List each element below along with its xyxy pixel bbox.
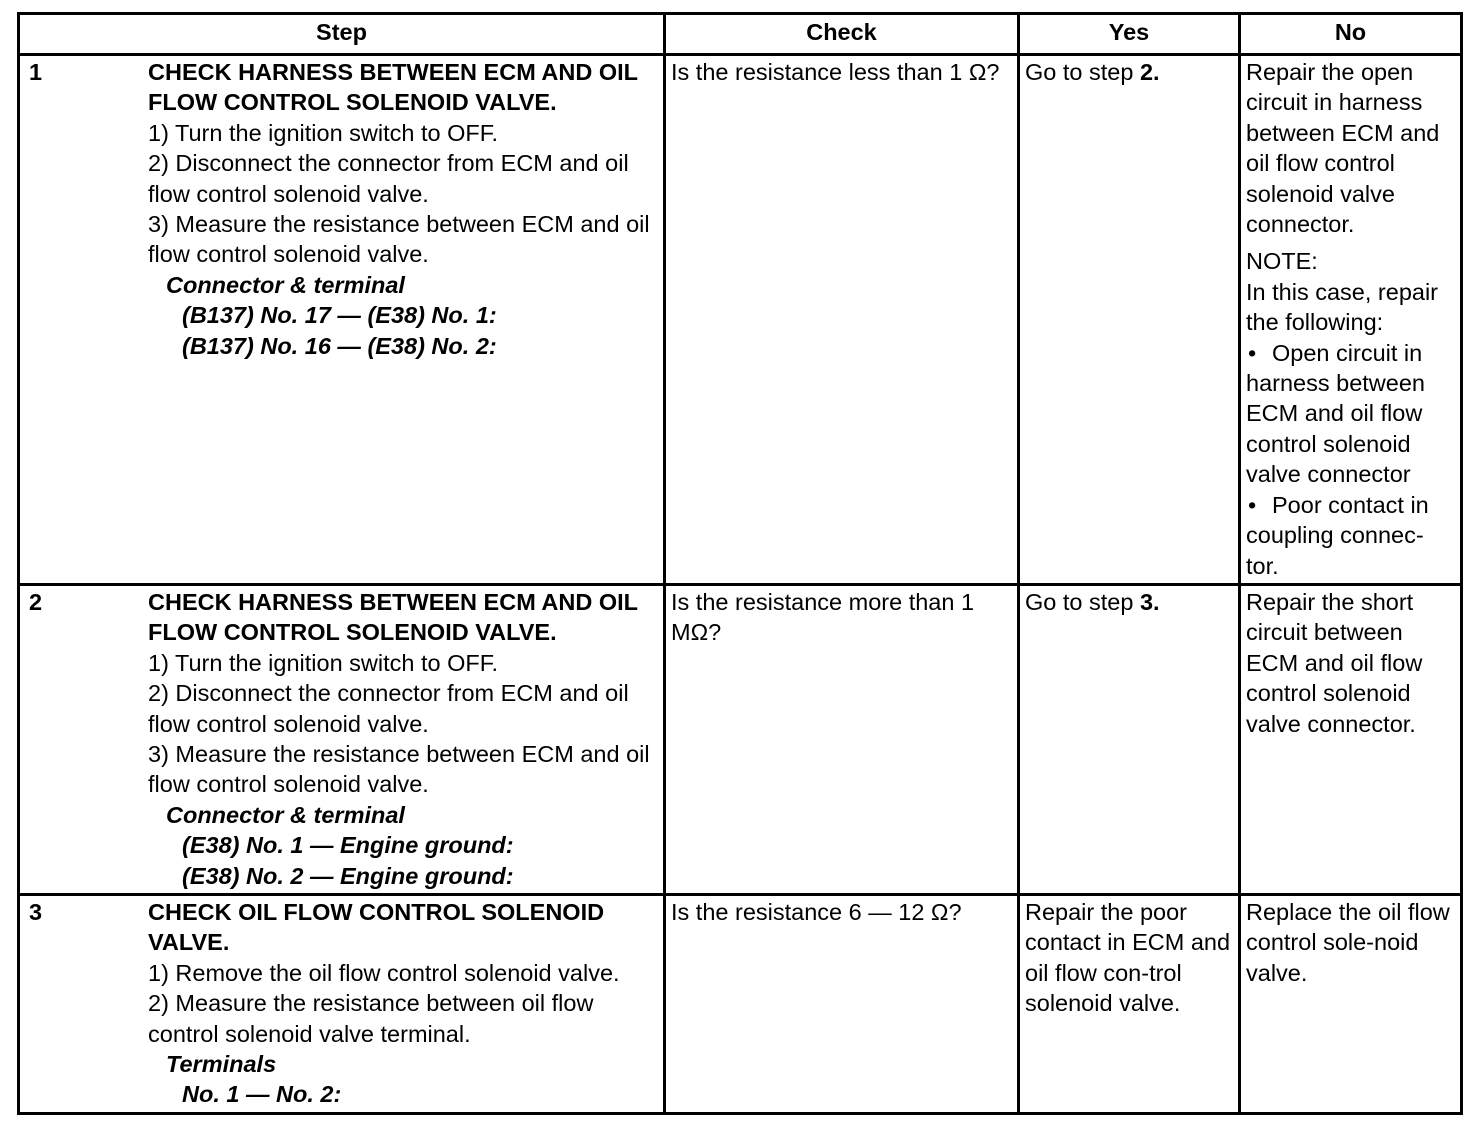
yes-step: 3. (1139, 588, 1160, 615)
spec-line: (E38) No. 2 — Engine ground: (182, 862, 514, 889)
no-text: Repair the open circuit in harness between ECM and oil flow control solenoid valve connector. (1246, 59, 1440, 238)
instruction: 2) Disconnect the connector from ECM and oil flow control solenoid valve. (148, 680, 629, 737)
spec-title: Terminals (166, 1051, 277, 1077)
check-cell: Is the resistance more than 1 MΩ? (665, 584, 1019, 894)
no-cell (1240, 584, 1462, 894)
step-cell (19, 894, 665, 1113)
no-cell (1240, 894, 1462, 1113)
step-number: 3 (29, 898, 43, 925)
step-body (148, 57, 659, 361)
header-row (19, 14, 1462, 55)
yes-cell (1019, 55, 1240, 585)
header-step: Step (19, 14, 665, 55)
step-title: CHECK HARNESS BETWEEN ECM AND OIL FLOW CONTROL SOLENOID VALVE. (148, 59, 638, 116)
table-row (19, 55, 1462, 585)
step-cell (19, 55, 665, 585)
instruction: 3) Measure the resistance between ECM and oil flow control solenoid valve. (148, 211, 650, 268)
diagnostic-table (17, 12, 1463, 1115)
step-cell (19, 584, 665, 894)
no-cell (1240, 55, 1462, 585)
table-row (19, 584, 1462, 894)
note-item: • Open circuit in harness between ECM and oil flow control solenoid valve connector (1246, 338, 1456, 490)
spec-title: Connector & terminal (166, 271, 405, 298)
check-cell: Is the resistance less than 1 Ω? (665, 55, 1019, 585)
step-body (148, 587, 659, 891)
step-title: CHECK HARNESS BETWEEN ECM AND OIL FLOW CONTROL SOLENOID VALVE. (148, 588, 638, 646)
instruction: 3) Measure the resistance between ECM and oil flow control solenoid valve. (148, 740, 650, 798)
note-label: NOTE: (1246, 248, 1318, 275)
yes-step: 2. (1139, 59, 1160, 85)
instruction: 2) Measure the resistance between oil flow control solenoid valve terminal. (148, 990, 594, 1047)
header-yes: Yes (1019, 14, 1240, 55)
step-number: 2 (29, 588, 43, 615)
no-text: Repair the short circuit between ECM and oil flow control solenoid valve connector. (1246, 588, 1423, 737)
no-text: Replace the oil flow control sole-noid valve. (1246, 898, 1450, 986)
step-number: 1 (29, 59, 43, 85)
instruction: 1) Remove the oil flow control solenoid valve. (148, 959, 620, 986)
header-no: No (1240, 14, 1462, 55)
yes-prefix: Go to step (1025, 59, 1140, 85)
step-body (148, 897, 659, 1110)
step-title: CHECK OIL FLOW CONTROL SOLENOID VALVE. (148, 898, 605, 956)
spec-title: Connector & terminal (166, 801, 405, 828)
yes-cell (1019, 584, 1240, 894)
instruction: 2) Disconnect the connector from ECM and oil flow control solenoid valve. (148, 150, 629, 207)
table-row (19, 894, 1462, 1113)
note-item: • Poor contact in coupling connec-tor. (1246, 490, 1456, 581)
instruction: 1) Turn the ignition switch to OFF. (148, 119, 499, 146)
yes-prefix: Go to step (1025, 588, 1140, 615)
spec-line: (B137) No. 16 — (E38) No. 2: (182, 332, 497, 359)
spec-line: (B137) No. 17 — (E38) No. 1: (182, 302, 497, 329)
spec-line: (E38) No. 1 — Engine ground: (182, 832, 514, 859)
yes-cell: Repair the poor contact in ECM and oil flow con-trol solenoid valve. (1019, 894, 1240, 1113)
instruction: 1) Turn the ignition switch to OFF. (148, 649, 499, 676)
check-cell: Is the resistance 6 — 12 Ω? (665, 894, 1019, 1113)
spec-line: No. 1 — No. 2: (182, 1081, 342, 1108)
header-check: Check (665, 14, 1019, 55)
note-text: In this case, repair the following: (1246, 278, 1439, 336)
